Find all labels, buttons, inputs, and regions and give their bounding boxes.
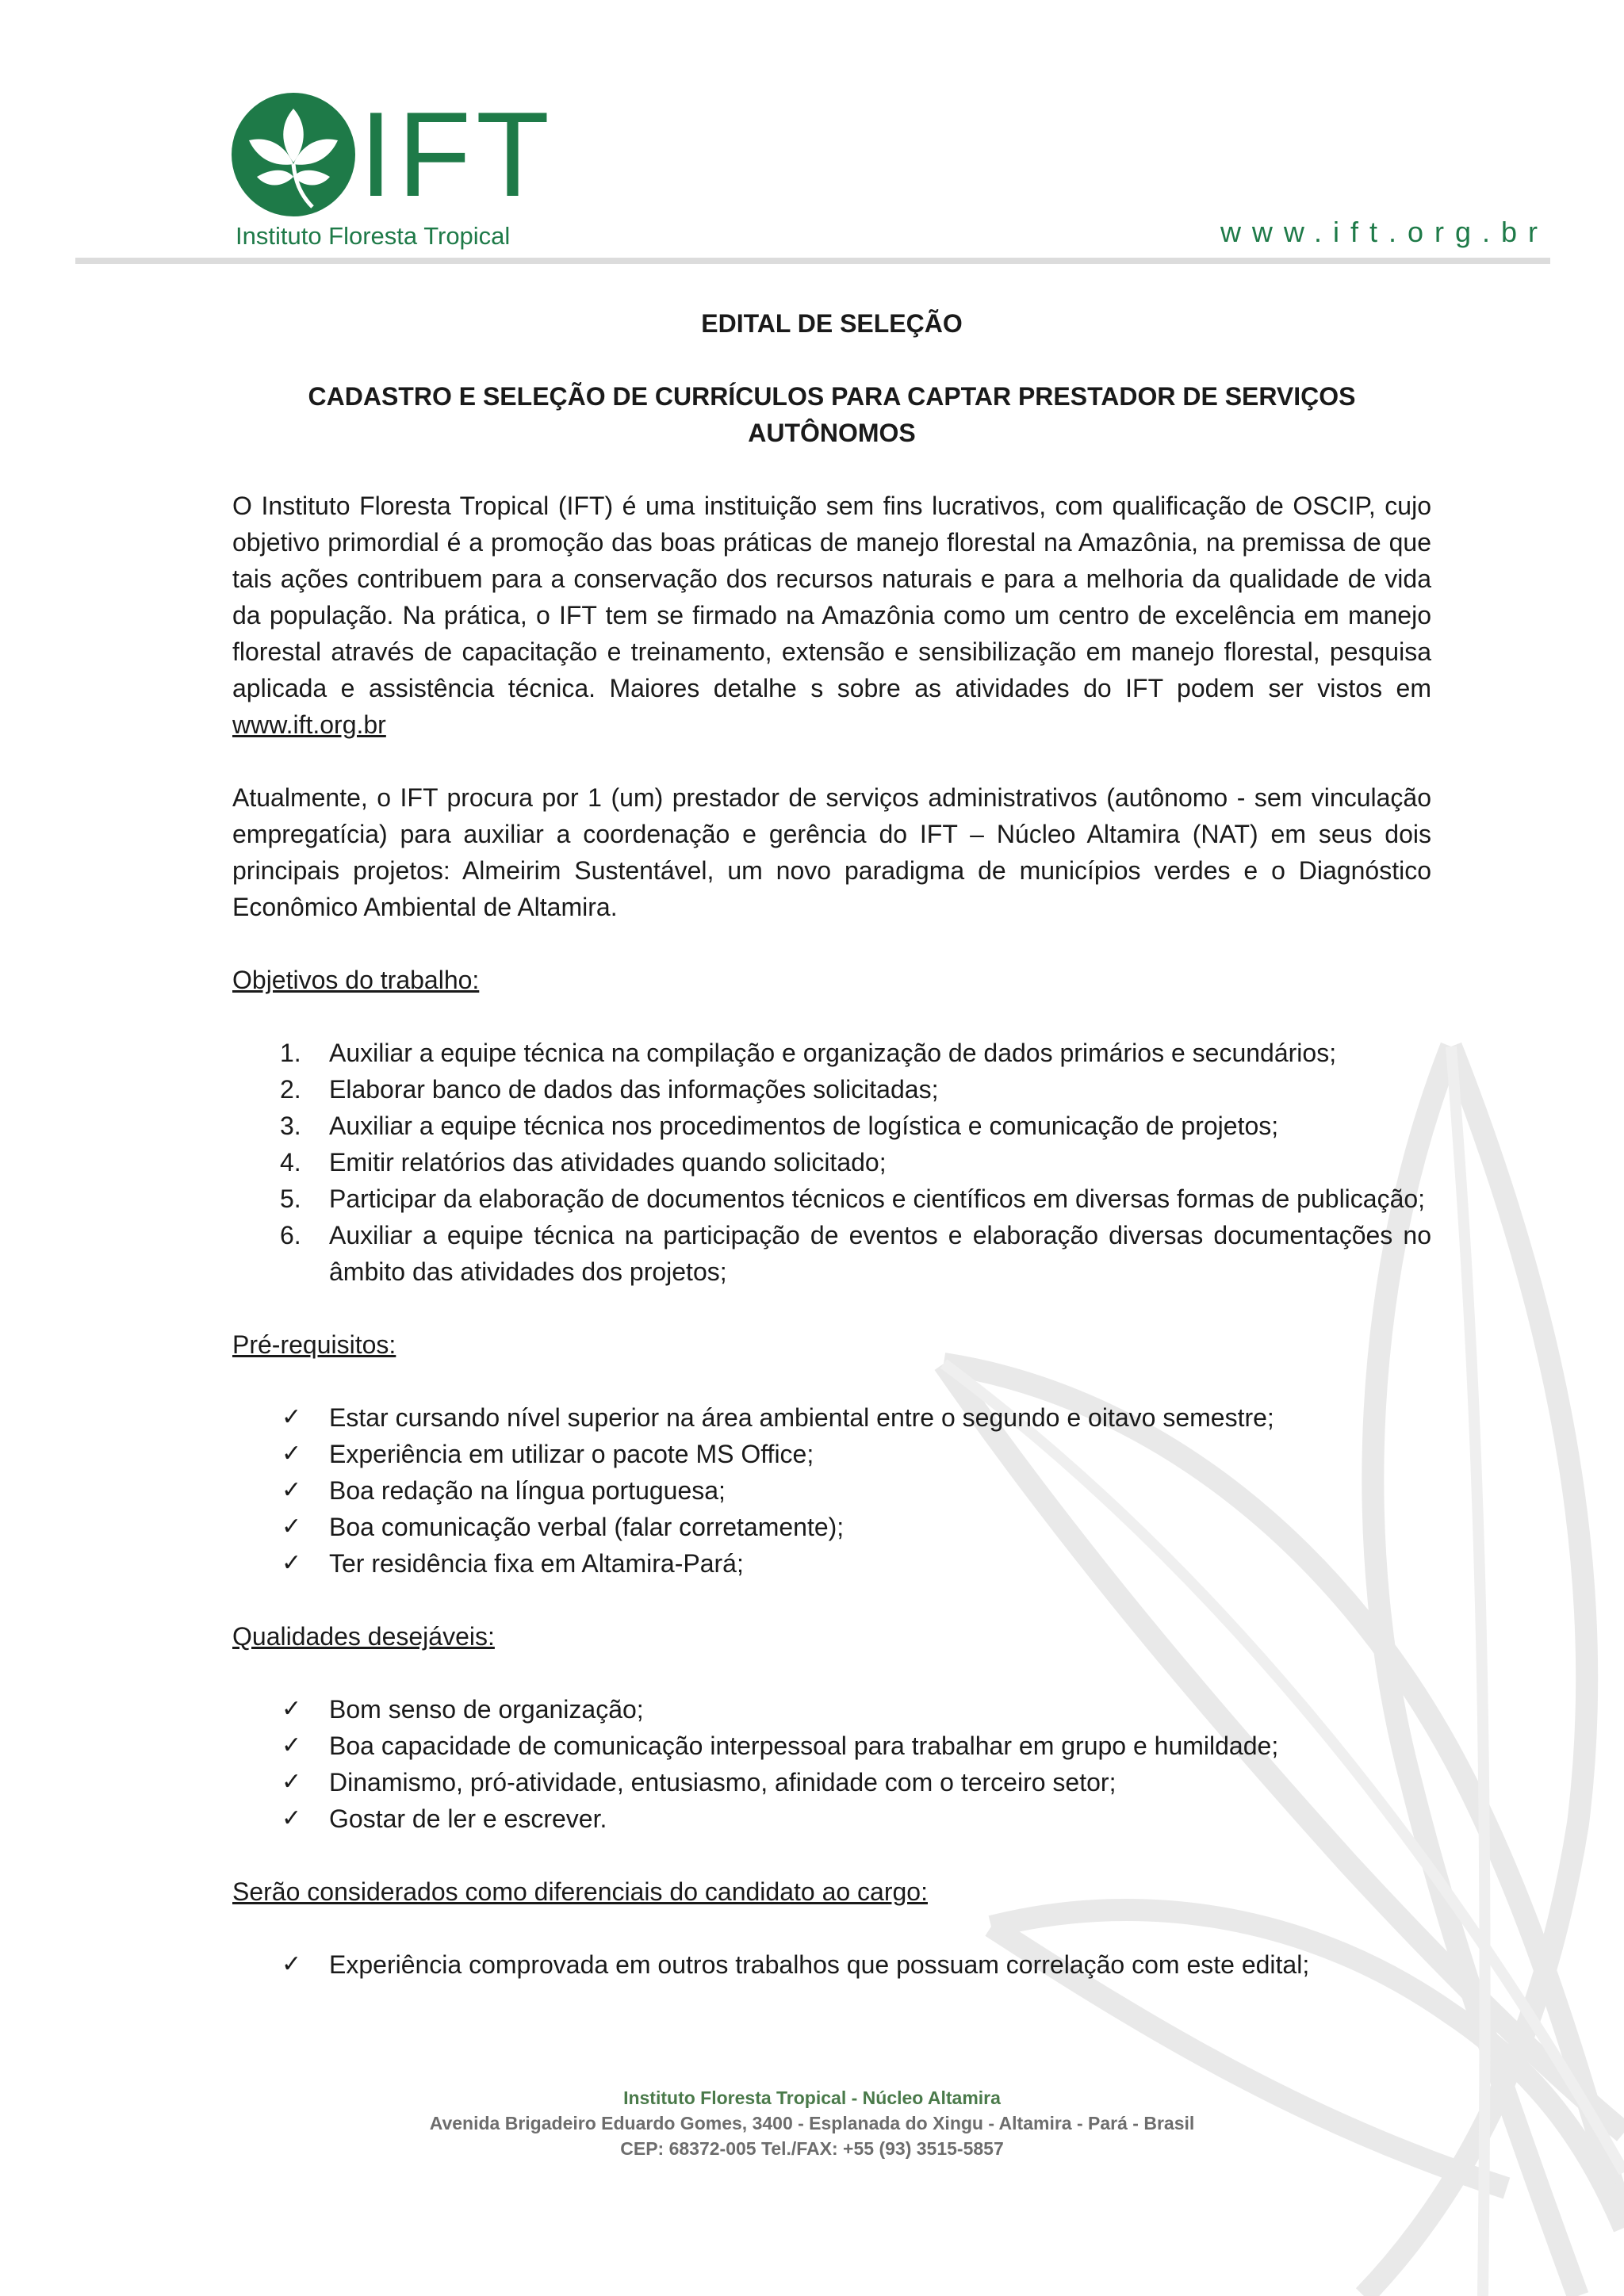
check-icon: ✓	[282, 1732, 302, 1758]
qualities-list	[232, 1691, 1431, 1837]
list-text: Auxiliar a equipe técnica na participação de eventos e elaboração diversas documentações no âmbito das atividades dos projetos;	[329, 1221, 1431, 1286]
list-text: Experiência em utilizar o pacote MS Office;	[329, 1440, 814, 1468]
list-item	[232, 1472, 1431, 1509]
list-text: Ter residência fixa em Altamira-Pará;	[329, 1549, 744, 1578]
logo-subtitle: Instituto Floresta Tropical	[236, 222, 511, 250]
check-icon: ✓	[282, 1769, 302, 1795]
check-icon: ✓	[282, 1441, 302, 1467]
list-item	[232, 1545, 1431, 1582]
check-icon: ✓	[282, 1550, 302, 1576]
list-item	[232, 1181, 1431, 1217]
list-number: 3.	[280, 1112, 301, 1140]
intro-link[interactable]: www.ift.org.br	[232, 710, 386, 739]
list-item	[232, 1144, 1431, 1181]
logo-letters: IFT	[359, 87, 554, 222]
logo-leaf-icon	[230, 91, 357, 218]
check-icon: ✓	[282, 1805, 302, 1831]
page-footer	[0, 2085, 1624, 2161]
list-item	[232, 1728, 1431, 1764]
list-item	[232, 1691, 1431, 1728]
list-item	[232, 1035, 1431, 1071]
list-item	[232, 1436, 1431, 1472]
document-subtitle: CADASTRO E SELEÇÃO DE CURRÍCULOS PARA CAPTAR PRESTADOR DE SERVIÇOS AUTÔNOMOS	[308, 382, 1356, 447]
check-icon: ✓	[282, 1404, 302, 1430]
footer-org: Instituto Floresta Tropical - Núcleo Altamira	[623, 2087, 1001, 2108]
objectives-list	[232, 1035, 1431, 1290]
list-item	[232, 1399, 1431, 1436]
list-item	[232, 1946, 1431, 1983]
header-divider	[75, 258, 1550, 264]
check-icon: ✓	[282, 1696, 302, 1722]
check-icon: ✓	[282, 1477, 302, 1503]
list-text: Boa comunicação verbal (falar corretamente);	[329, 1513, 845, 1541]
list-text: Dinamismo, pró-atividade, entusiasmo, afinidade com o terceiro setor;	[329, 1768, 1116, 1797]
footer-contact: CEP: 68372-005 Tel./FAX: +55 (93) 3515-5857	[620, 2138, 1004, 2159]
intro-paragraph	[232, 488, 1431, 743]
website-url[interactable]: www.ift.org.br	[1220, 216, 1549, 248]
document-title: EDITAL DE SELEÇÃO	[701, 309, 963, 338]
list-number: 5.	[280, 1184, 301, 1213]
requirements-heading: Pré-requisitos:	[232, 1330, 396, 1359]
document-body	[232, 305, 1431, 2019]
list-item	[232, 1108, 1431, 1144]
check-icon: ✓	[282, 1951, 302, 1977]
footer-address: Avenida Brigadeiro Eduardo Gomes, 3400 - Esplanada do Xingu - Altamira - Pará - Brasil	[429, 2113, 1195, 2133]
list-text: Boa redação na língua portuguesa;	[329, 1476, 726, 1505]
list-text: Estar cursando nível superior na área ambiental entre o segundo e oitavo semestre;	[329, 1403, 1274, 1432]
list-text: Experiência comprovada em outros trabalhos que possuam correlação com este edital;	[329, 1950, 1310, 1979]
list-item	[232, 1509, 1431, 1545]
intro-text: O Instituto Floresta Tropical (IFT) é uma instituição sem fins lucrativos, com qualificação de OSCIP, cujo objetivo primordial é a promoção das boas práticas de manejo florestal na Amazônia, na premissa de que tais ações contribuem para a conservação dos recursos naturais e para a melhoria da qualidade de vida da população. Na prática, o IFT tem se firmado na Amazônia como um centro de excelência em manejo florestal através de capacitação e treinamento, extensão e sensibilização em manejo florestal, pesquisa aplicada e assistência técnica. Maiores detalhe s sobre as atividades do IFT podem ser vistos em	[232, 492, 1431, 702]
list-text: Gostar de ler e escrever.	[329, 1804, 607, 1833]
list-number: 6.	[280, 1221, 301, 1249]
objectives-heading: Objetivos do trabalho:	[232, 966, 480, 994]
list-item	[232, 1217, 1431, 1290]
list-item	[232, 1071, 1431, 1108]
list-text: Boa capacidade de comunicação interpessoal para trabalhar em grupo e humildade;	[329, 1732, 1279, 1760]
list-number: 2.	[280, 1075, 301, 1104]
list-item	[232, 1764, 1431, 1800]
list-text: Auxiliar a equipe técnica nos procedimentos de logística e comunicação de projetos;	[329, 1112, 1279, 1140]
ift-logo	[226, 87, 554, 254]
differentials-list	[232, 1946, 1431, 1983]
list-number: 1.	[280, 1039, 301, 1067]
list-number: 4.	[280, 1148, 301, 1177]
list-item	[232, 1800, 1431, 1837]
check-icon: ✓	[282, 1513, 302, 1540]
list-text: Elaborar banco de dados das informações solicitadas;	[329, 1075, 939, 1104]
list-text: Emitir relatórios das atividades quando solicitado;	[329, 1148, 887, 1177]
differentials-heading: Serão considerados como diferenciais do candidato ao cargo:	[232, 1877, 928, 1906]
second-paragraph: Atualmente, o IFT procura por 1 (um) prestador de serviços administrativos (autônomo - sem vinculação empregatícia) para auxiliar a coordenação e gerência do IFT – Núcleo Altamira (NAT) em seus dois principais projetos: Almeirim Sustentável, um novo paradigma de municípios verdes e o Diagnóstico Econômico Ambiental de Altamira.	[232, 783, 1431, 921]
qualities-heading: Qualidades desejáveis:	[232, 1622, 495, 1651]
list-text: Auxiliar a equipe técnica na compilação e organização de dados primários e secundários;	[329, 1039, 1337, 1067]
list-text: Participar da elaboração de documentos técnicos e científicos em diversas formas de publicação;	[329, 1184, 1426, 1213]
list-text: Bom senso de organização;	[329, 1695, 644, 1724]
requirements-list	[232, 1399, 1431, 1582]
